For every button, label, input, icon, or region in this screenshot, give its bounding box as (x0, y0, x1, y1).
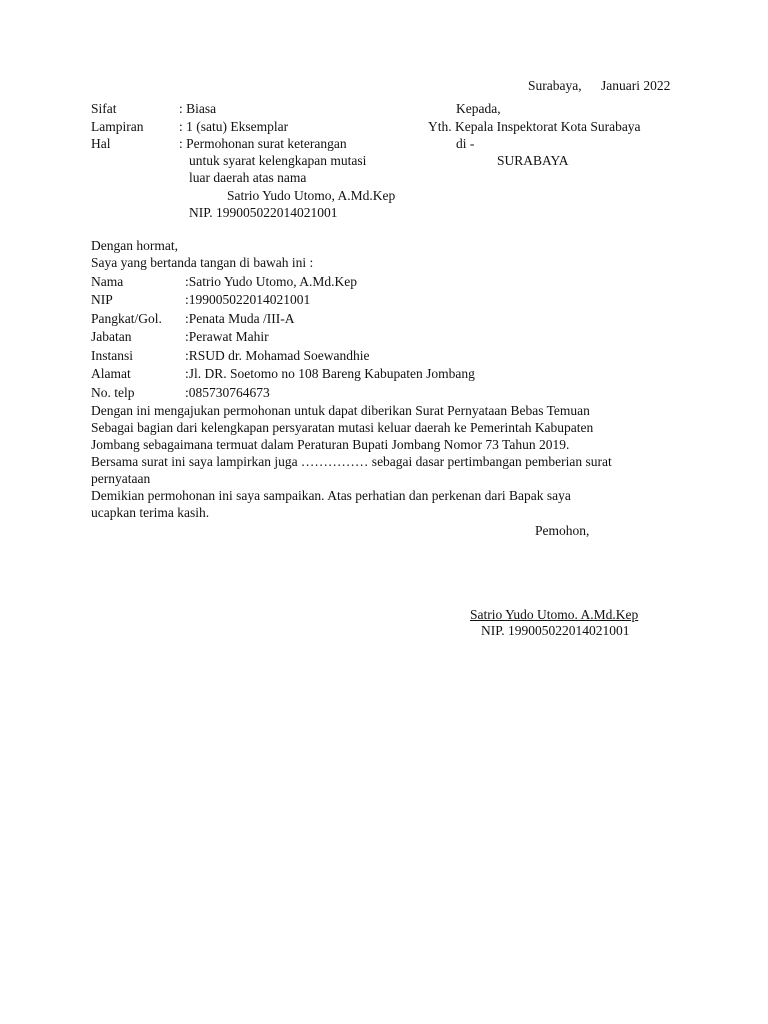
hal-line-2: untuk syarat kelengkapan mutasi (189, 153, 367, 168)
identity-value-alamat: :Jl. DR. Soetomo no 108 Bareng Kabupaten Jombang (185, 366, 475, 381)
lampiran-value: : 1 (satu) Eksemplar (179, 119, 289, 134)
identity-label-nip: NIP (91, 292, 113, 307)
hal-line-1: : Permohonan surat keterangan (179, 136, 347, 151)
recipient-line-3: di - (456, 136, 475, 151)
identity-label-pangkat: Pangkat/Gol. (91, 311, 162, 326)
identity-label-alamat: Alamat (91, 366, 131, 381)
date-place: Surabaya, (528, 78, 582, 93)
signature-label: Pemohon, (535, 523, 590, 538)
hal-line-3: luar daerah atas nama (189, 170, 307, 185)
identity-label-instansi: Instansi (91, 348, 133, 363)
hal-nip: NIP. 199005022014021001 (189, 205, 338, 220)
sifat-value: : Biasa (179, 101, 217, 116)
date-month-year: Januari 2022 (601, 78, 671, 93)
body-line: Bersama surat ini saya lampirkan juga …………… sebagai dasar pertimbangan pemberian surat (91, 454, 612, 469)
salutation: Dengan hormat, (91, 238, 178, 253)
recipient-line-2: Yth. Kepala Inspektorat Kota Surabaya (428, 119, 641, 134)
body-line: Jombang sebagaimana termuat dalam Peraturan Bupati Jombang Nomor 73 Tahun 2019. (91, 437, 570, 452)
body-line: ucapkan terima kasih. (91, 505, 210, 520)
identity-value-instansi: :RSUD dr. Mohamad Soewandhie (185, 348, 370, 363)
sifat-label: Sifat (91, 101, 117, 116)
identity-label-telp: No. telp (91, 385, 135, 400)
body-line: pernyataan (91, 471, 151, 486)
signature-name: Satrio Yudo Utomo. A.Md.Kep (470, 607, 639, 622)
body-line: Dengan ini mengajukan permohonan untuk dapat diberikan Surat Pernyataan Bebas Temuan (91, 403, 590, 418)
hal-label: Hal (91, 136, 111, 151)
lampiran-label: Lampiran (91, 119, 144, 134)
signature-nip: NIP. 199005022014021001 (481, 623, 630, 638)
hal-name: Satrio Yudo Utomo, A.Md.Kep (227, 188, 396, 203)
recipient-line-1: Kepada, (456, 101, 501, 116)
identity-label-jabatan: Jabatan (91, 329, 132, 344)
identity-value-nip: :199005022014021001 (185, 292, 311, 307)
identity-value-jabatan: :Perawat Mahir (185, 329, 269, 344)
identity-value-pangkat: :Penata Muda /III-A (185, 311, 295, 326)
identity-value-nama: :Satrio Yudo Utomo, A.Md.Kep (185, 274, 357, 289)
body-line: Sebagai bagian dari kelengkapan persyaratan mutasi keluar daerah ke Pemerintah Kabupaten (91, 420, 594, 435)
letter-body (91, 402, 691, 521)
intro-line: Saya yang bertanda tangan di bawah ini : (91, 255, 314, 270)
identity-value-telp: :085730764673 (185, 385, 270, 400)
identity-label-nama: Nama (91, 274, 124, 289)
body-line: Demikian permohonan ini saya sampaikan. Atas perhatian dan perkenan dari Bapak saya (91, 488, 571, 503)
recipient-city: SURABAYA (497, 153, 569, 168)
